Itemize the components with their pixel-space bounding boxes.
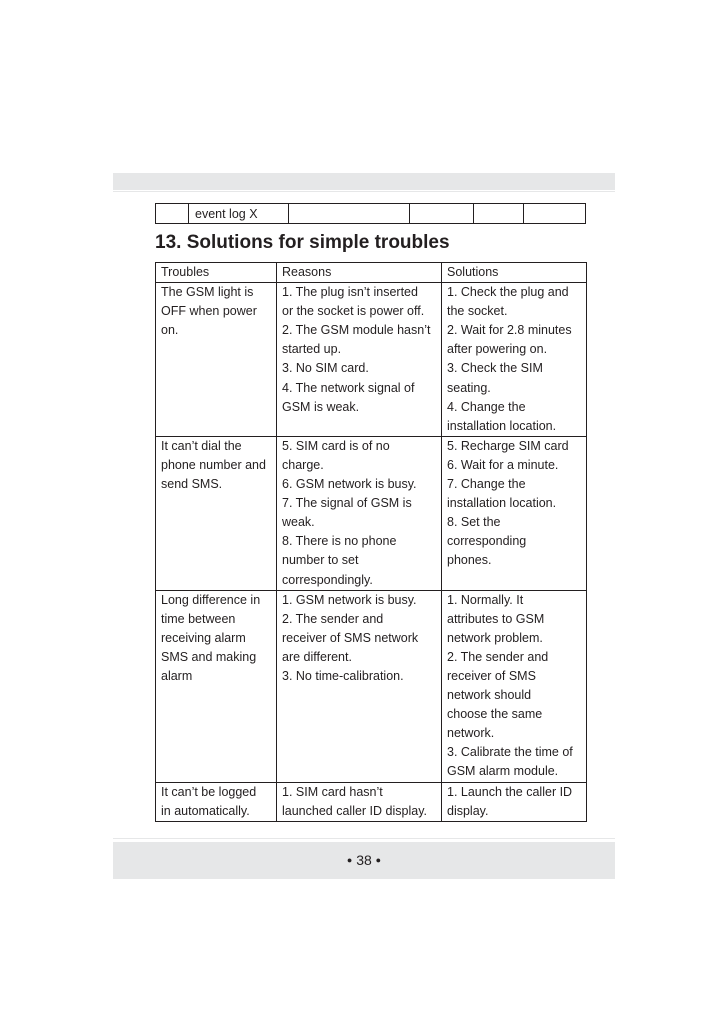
solutions-line: seating.	[447, 380, 491, 395]
column-header-reasons: Reasons	[277, 263, 442, 283]
troubles-cell	[156, 436, 277, 590]
header-band	[113, 173, 615, 190]
solutions-line: 7. Change the	[447, 477, 526, 492]
reasons-line: GSM is weak.	[282, 399, 360, 414]
reasons-line: 3. No time-calibration.	[282, 668, 404, 683]
reasons-line: 2. The sender and	[282, 611, 384, 626]
troubles-cell	[156, 590, 277, 782]
solutions-line: 3. Check the SIM	[447, 361, 543, 376]
top-row-cell-empty	[474, 204, 524, 224]
event-log-cell: event log X	[189, 204, 289, 224]
reasons-line: 2. The GSM module hasn’t	[282, 323, 431, 338]
solutions-line: 6. Wait for a minute.	[447, 457, 559, 472]
troubles-line: Long difference in	[161, 592, 261, 607]
reasons-line: are different.	[282, 649, 352, 664]
solutions-line: 3. Calibrate the time of	[447, 745, 573, 760]
solutions-line: network.	[447, 726, 495, 741]
table-row	[156, 782, 587, 821]
solutions-line: the socket.	[447, 304, 508, 319]
troubles-line: It can’t dial the	[161, 438, 242, 453]
top-row-cell-empty	[289, 204, 410, 224]
solutions-line: choose the same	[447, 707, 543, 722]
solutions-line: phones.	[447, 553, 492, 568]
continued-table-row	[155, 203, 586, 224]
footer-band-rule	[113, 838, 615, 839]
bullet-icon: ●	[346, 855, 353, 865]
troubles-line: in automatically.	[161, 803, 250, 818]
page-number-text: 38	[356, 852, 372, 868]
reasons-line: weak.	[282, 515, 315, 530]
reasons-line: 3. No SIM card.	[282, 361, 369, 376]
table-row	[156, 590, 587, 782]
solutions-line: network should	[447, 688, 532, 703]
reasons-line: correspondingly.	[282, 572, 373, 587]
reasons-line: or the socket is power off.	[282, 304, 425, 319]
reasons-cell	[277, 782, 442, 821]
solutions-line: 4. Change the	[447, 399, 526, 414]
reasons-line: number to set	[282, 553, 359, 568]
solutions-cell	[442, 590, 587, 782]
reasons-line: 4. The network signal of	[282, 380, 415, 395]
solutions-cell	[442, 283, 587, 437]
solutions-line: display.	[447, 803, 489, 818]
troubles-line: on.	[161, 323, 179, 338]
troubles-line: It can’t be logged	[161, 784, 257, 799]
solutions-cell	[442, 782, 587, 821]
reasons-line: 6. GSM network is busy.	[282, 477, 417, 492]
troubles-line: SMS and making	[161, 649, 257, 664]
reasons-cell	[277, 283, 442, 437]
solutions-line: installation location.	[447, 496, 557, 511]
reasons-line: 8. There is no phone	[282, 534, 397, 549]
header-band-rule	[113, 191, 615, 192]
reasons-line: launched caller ID display.	[282, 803, 427, 818]
solutions-line: attributes to GSM	[447, 611, 545, 626]
troubles-line: phone number and	[161, 457, 266, 472]
table-row	[156, 436, 587, 590]
reasons-line: 7. The signal of GSM is	[282, 496, 412, 511]
troubles-line: OFF when power	[161, 304, 257, 319]
solutions-line: 1. Normally. It	[447, 592, 524, 607]
bullet-icon: ●	[375, 855, 382, 865]
reasons-line: 1. GSM network is busy.	[282, 592, 417, 607]
reasons-line: charge.	[282, 457, 324, 472]
troubles-cell	[156, 283, 277, 437]
solutions-line: 5. Recharge SIM card	[447, 438, 569, 453]
column-header-solutions: Solutions	[442, 263, 587, 283]
troubles-line: send SMS.	[161, 477, 223, 492]
reasons-line: 5. SIM card is of no	[282, 438, 390, 453]
table-body	[156, 283, 587, 822]
top-row-cell-empty	[524, 204, 586, 224]
solutions-line: 2. Wait for 2.8 minutes	[447, 323, 572, 338]
troubles-line: alarm	[161, 668, 193, 683]
solutions-cell	[442, 436, 587, 590]
solutions-line: 2. The sender and	[447, 649, 549, 664]
solutions-line: receiver of SMS	[447, 668, 536, 683]
reasons-line: receiver of SMS network	[282, 630, 419, 645]
solutions-line: 8. Set the	[447, 515, 501, 530]
solutions-line: GSM alarm module.	[447, 764, 559, 779]
solutions-line: network problem.	[447, 630, 543, 645]
reasons-line: 1. SIM card hasn’t	[282, 784, 383, 799]
reasons-line: started up.	[282, 342, 342, 357]
solutions-line: installation location.	[447, 418, 557, 433]
troubles-line: The GSM light is	[161, 285, 254, 300]
table-row	[156, 283, 587, 437]
section-heading: 13. Solutions for simple troubles	[155, 232, 450, 253]
troubles-cell	[156, 782, 277, 821]
reasons-cell	[277, 590, 442, 782]
troubles-line: receiving alarm	[161, 630, 246, 645]
page-number	[0, 852, 728, 868]
solutions-line: 1. Check the plug and	[447, 285, 569, 300]
table-header-row	[156, 263, 587, 283]
solutions-line: 1. Launch the caller ID	[447, 784, 573, 799]
reasons-cell	[277, 436, 442, 590]
troubles-line: time between	[161, 611, 236, 626]
column-header-troubles: Troubles	[156, 263, 277, 283]
top-row-cell-empty	[410, 204, 474, 224]
solutions-line: after powering on.	[447, 342, 548, 357]
top-row-cell-empty	[156, 204, 189, 224]
troubleshooting-table	[155, 262, 587, 822]
reasons-line: 1. The plug isn’t inserted	[282, 285, 418, 300]
solutions-line: corresponding	[447, 534, 527, 549]
